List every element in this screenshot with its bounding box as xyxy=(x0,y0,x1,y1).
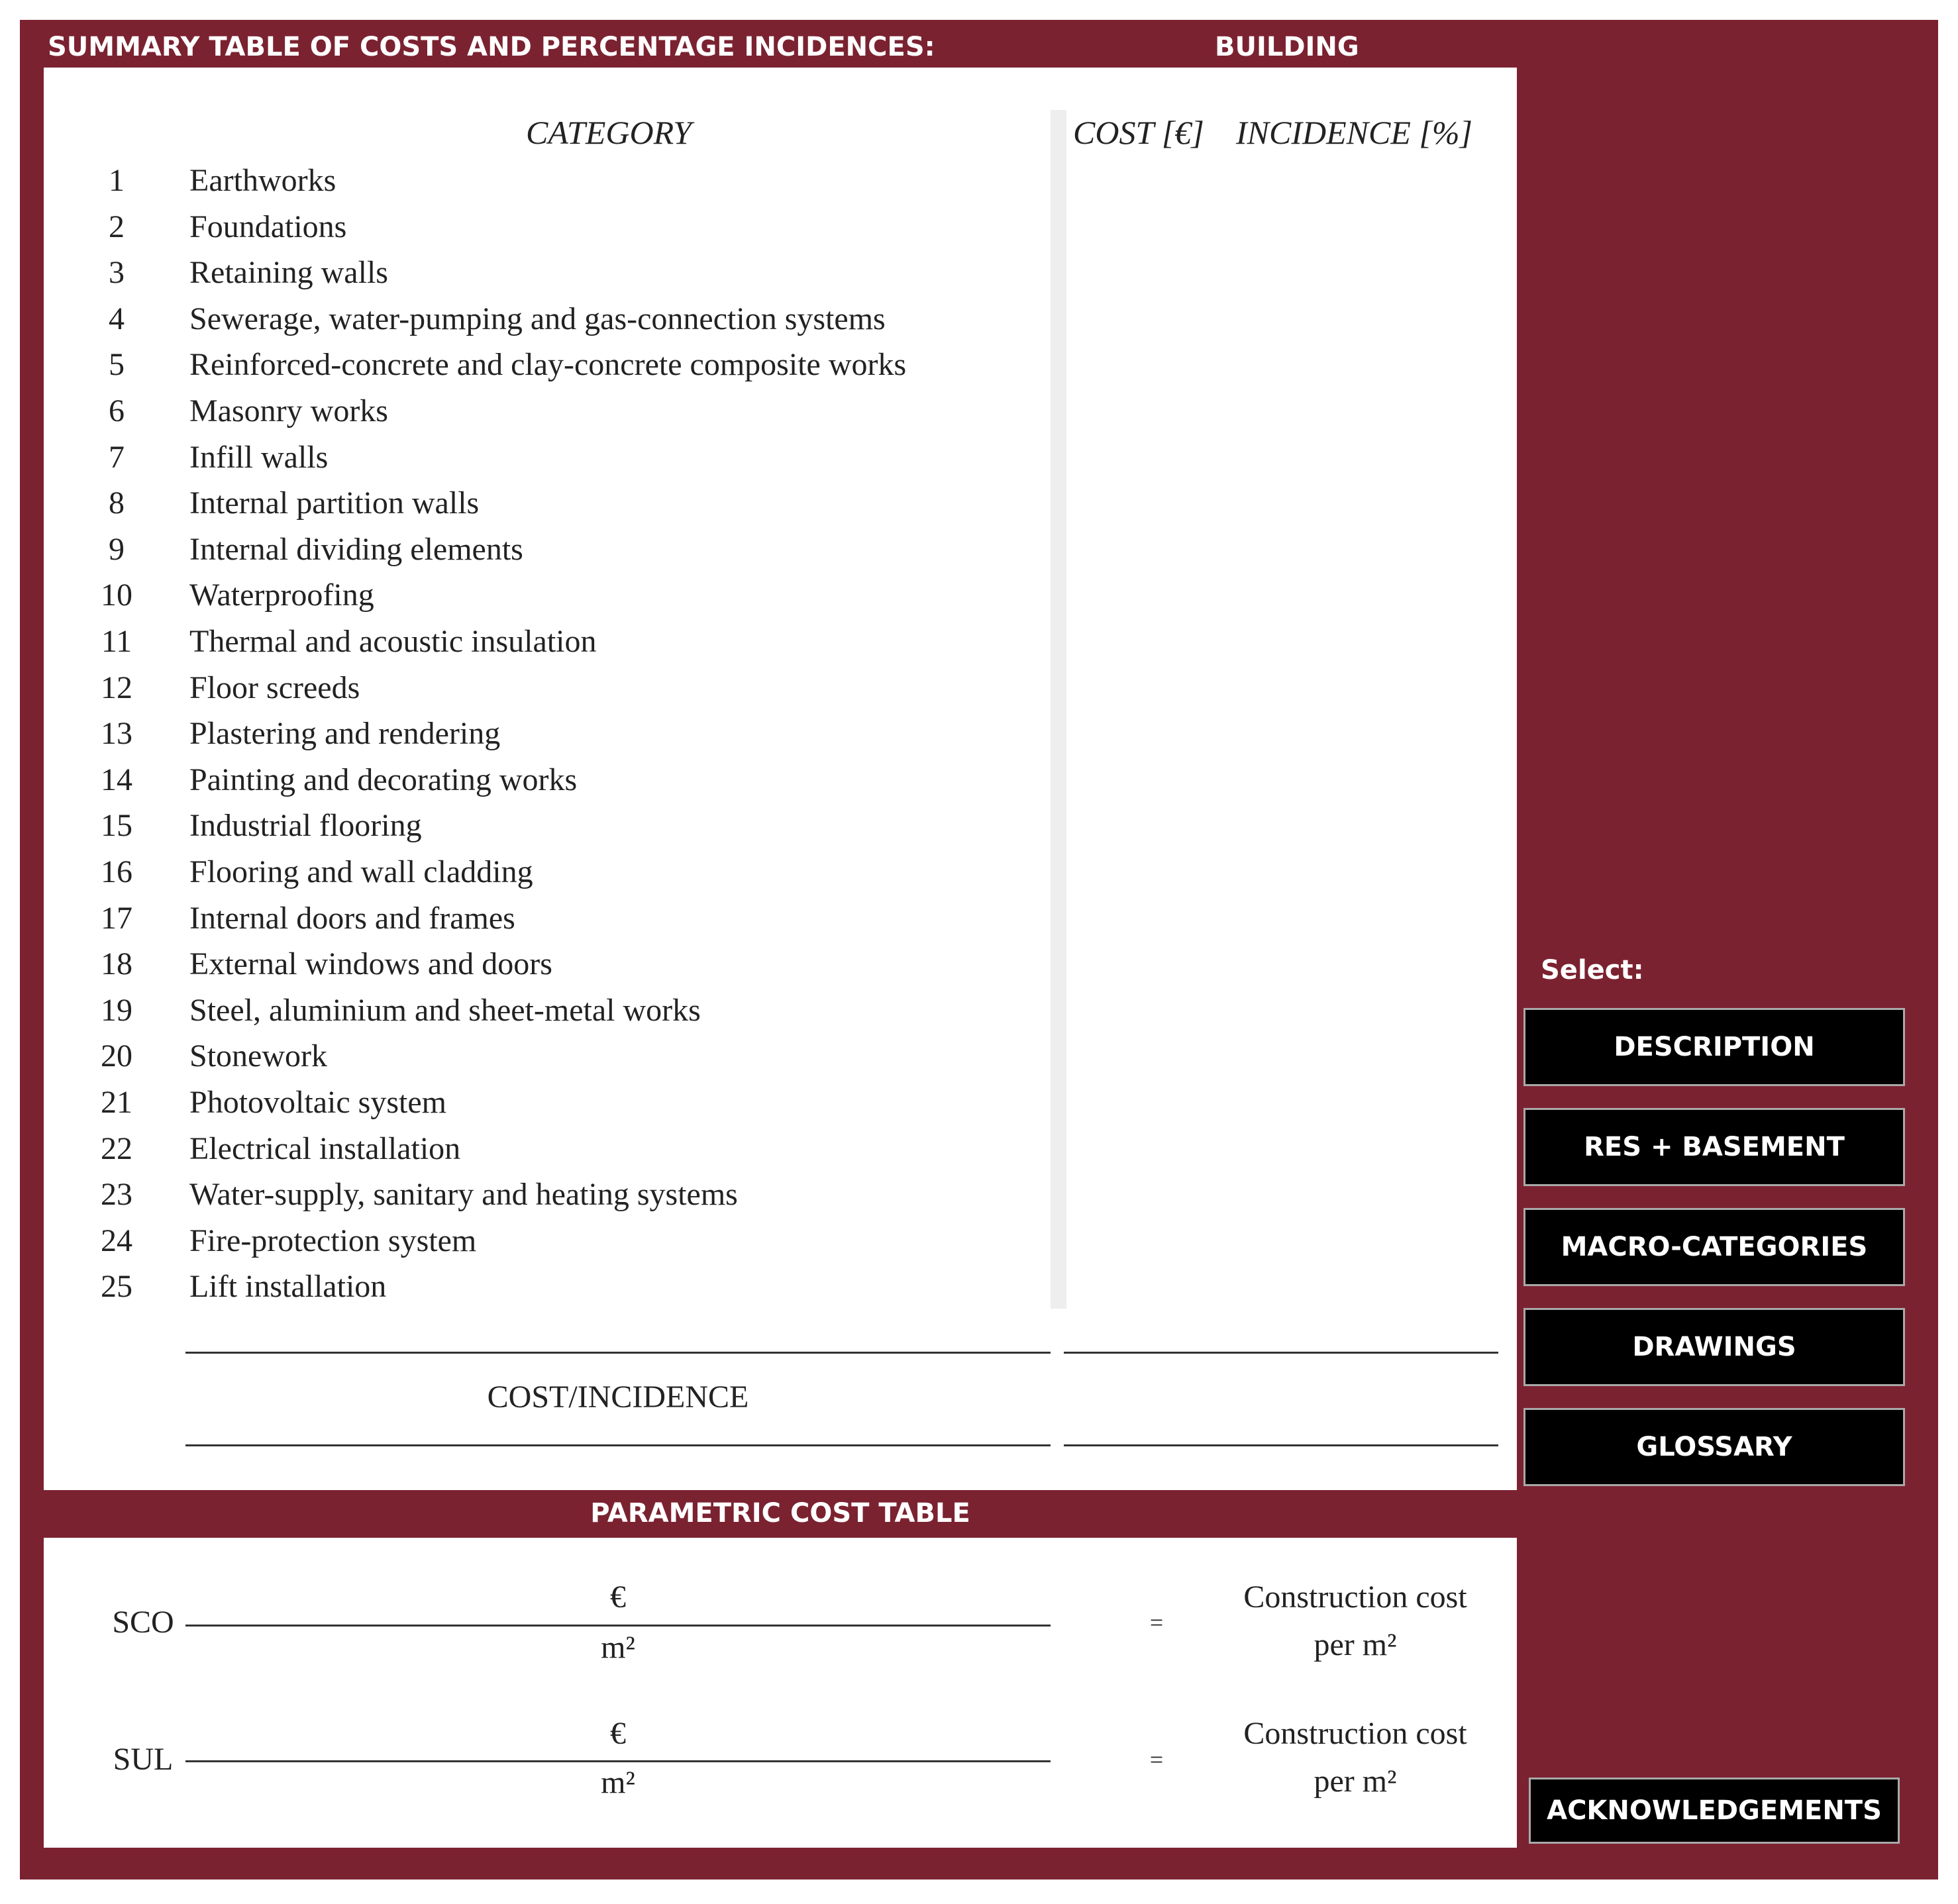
row-number: 10 xyxy=(101,577,132,613)
table-row xyxy=(44,895,1077,942)
table-row xyxy=(44,1172,1077,1218)
parametric-title: PARAMETRIC COST TABLE xyxy=(590,1498,970,1528)
total-top-rule-right xyxy=(1064,1352,1498,1354)
acknowledgements-button[interactable]: ACKNOWLEDGEMENTS xyxy=(1529,1778,1900,1844)
table-row xyxy=(44,296,1077,342)
row-category: Infill walls xyxy=(189,439,329,475)
row-category: Painting and decorating works xyxy=(189,762,578,797)
column-header-category: CATEGORY xyxy=(526,114,692,151)
fraction-rule xyxy=(185,1625,1051,1627)
row-number: 19 xyxy=(101,992,132,1028)
total-top-rule-left xyxy=(185,1352,1051,1354)
parametric-row-label: SCO xyxy=(112,1605,174,1640)
table-row xyxy=(44,1264,1077,1310)
parametric-row-label: SUL xyxy=(113,1742,174,1777)
table-row xyxy=(44,434,1077,481)
column-header-cost: COST [€] xyxy=(1073,114,1204,151)
row-number: 5 xyxy=(109,347,125,383)
summary-title: SUMMARY TABLE OF COSTS AND PERCENTAGE INCIDENCES: xyxy=(48,32,935,62)
row-category: Retaining walls xyxy=(189,255,388,291)
row-number: 11 xyxy=(101,624,132,659)
description-button[interactable]: DESCRIPTION xyxy=(1523,1008,1905,1086)
row-category: Internal dividing elements xyxy=(189,531,523,567)
table-row xyxy=(44,941,1077,987)
row-number: 7 xyxy=(109,439,125,475)
row-category: Reinforced-concrete and clay-concrete composite works xyxy=(189,347,907,383)
row-category: Earthworks xyxy=(189,163,336,198)
row-category: Internal doors and frames xyxy=(189,900,515,936)
row-category: External windows and doors xyxy=(189,946,552,982)
equals-sign: = xyxy=(1149,1609,1164,1636)
row-category: Steel, aluminium and sheet-metal works xyxy=(189,992,701,1028)
table-row xyxy=(44,572,1077,619)
table-row xyxy=(44,250,1077,296)
equals-sign: = xyxy=(1149,1746,1164,1773)
row-number: 12 xyxy=(101,670,132,705)
row-category: Electrical installation xyxy=(189,1130,461,1166)
description-line-2: per m² xyxy=(1314,1764,1397,1799)
row-category: Stonework xyxy=(189,1038,327,1074)
table-row xyxy=(44,480,1077,526)
row-number: 18 xyxy=(101,946,132,982)
row-number: 4 xyxy=(109,301,125,336)
section-label: BUILDING xyxy=(1215,32,1359,62)
table-row xyxy=(44,1218,1077,1264)
summary-table xyxy=(44,68,1517,1490)
row-category: Lift installation xyxy=(189,1269,387,1305)
description-line-1: Construction cost xyxy=(1243,1716,1467,1751)
table-row xyxy=(44,1033,1077,1079)
row-category: Photovoltaic system xyxy=(189,1085,446,1120)
parametric-cost-table xyxy=(44,1538,1517,1848)
res-basement-button[interactable]: RES + BASEMENT xyxy=(1523,1108,1905,1186)
row-category: Floor screeds xyxy=(189,670,360,705)
row-category: Fire-protection system xyxy=(189,1223,477,1258)
row-number: 2 xyxy=(109,209,125,244)
table-row xyxy=(44,526,1077,573)
row-number: 24 xyxy=(101,1223,132,1258)
description-line-2: per m² xyxy=(1314,1627,1397,1662)
row-number: 13 xyxy=(101,716,132,752)
table-row xyxy=(44,388,1077,434)
row-number: 25 xyxy=(101,1269,132,1305)
table-row xyxy=(44,158,1077,204)
row-number: 16 xyxy=(101,854,132,889)
glossary-button[interactable]: GLOSSARY xyxy=(1523,1408,1905,1486)
row-number: 1 xyxy=(109,163,125,198)
row-category: Foundations xyxy=(189,209,347,244)
table-row xyxy=(44,849,1077,895)
row-category: Masonry works xyxy=(189,393,388,428)
table-row xyxy=(44,987,1077,1034)
row-number: 14 xyxy=(101,762,132,797)
row-category: Plastering and rendering xyxy=(189,716,501,752)
numerator-unit: € xyxy=(610,1716,626,1751)
fraction-rule xyxy=(185,1760,1051,1762)
table-row xyxy=(44,1126,1077,1172)
table-row xyxy=(44,665,1077,711)
row-category: Internal partition walls xyxy=(189,485,480,521)
row-category: Flooring and wall cladding xyxy=(189,854,533,889)
table-row xyxy=(44,342,1077,388)
total-bottom-rule-left xyxy=(185,1444,1051,1446)
table-row xyxy=(44,757,1077,803)
total-bottom-rule-right xyxy=(1064,1444,1498,1446)
denominator-unit: m² xyxy=(601,1630,635,1665)
table-row xyxy=(44,711,1077,757)
column-header-incidence: INCIDENCE [%] xyxy=(1236,114,1472,151)
row-category: Thermal and acoustic insulation xyxy=(189,624,597,659)
description-line-1: Construction cost xyxy=(1243,1579,1467,1615)
row-number: 15 xyxy=(101,808,132,844)
table-row xyxy=(44,803,1077,849)
row-number: 8 xyxy=(109,485,125,521)
macro-categories-button[interactable]: MACRO-CATEGORIES xyxy=(1523,1208,1905,1286)
row-category: Waterproofing xyxy=(189,577,374,613)
row-number: 22 xyxy=(101,1130,132,1166)
denominator-unit: m² xyxy=(601,1765,635,1800)
row-number: 9 xyxy=(109,531,125,567)
table-row xyxy=(44,204,1077,250)
row-number: 3 xyxy=(109,255,125,291)
select-label: Select: xyxy=(1541,955,1644,985)
total-label: COST/INCIDENCE xyxy=(487,1379,749,1415)
table-row xyxy=(44,619,1077,665)
row-category: Industrial flooring xyxy=(189,808,422,844)
row-category: Sewerage, water-pumping and gas-connection systems xyxy=(189,301,886,336)
table-row xyxy=(44,1079,1077,1126)
row-number: 23 xyxy=(101,1177,132,1213)
row-category: Water-supply, sanitary and heating systems xyxy=(189,1177,738,1213)
numerator-unit: € xyxy=(610,1579,626,1615)
row-number: 20 xyxy=(101,1038,132,1074)
row-number: 17 xyxy=(101,900,132,936)
row-number: 6 xyxy=(109,393,125,428)
drawings-button[interactable]: DRAWINGS xyxy=(1523,1308,1905,1386)
row-number: 21 xyxy=(101,1085,132,1120)
